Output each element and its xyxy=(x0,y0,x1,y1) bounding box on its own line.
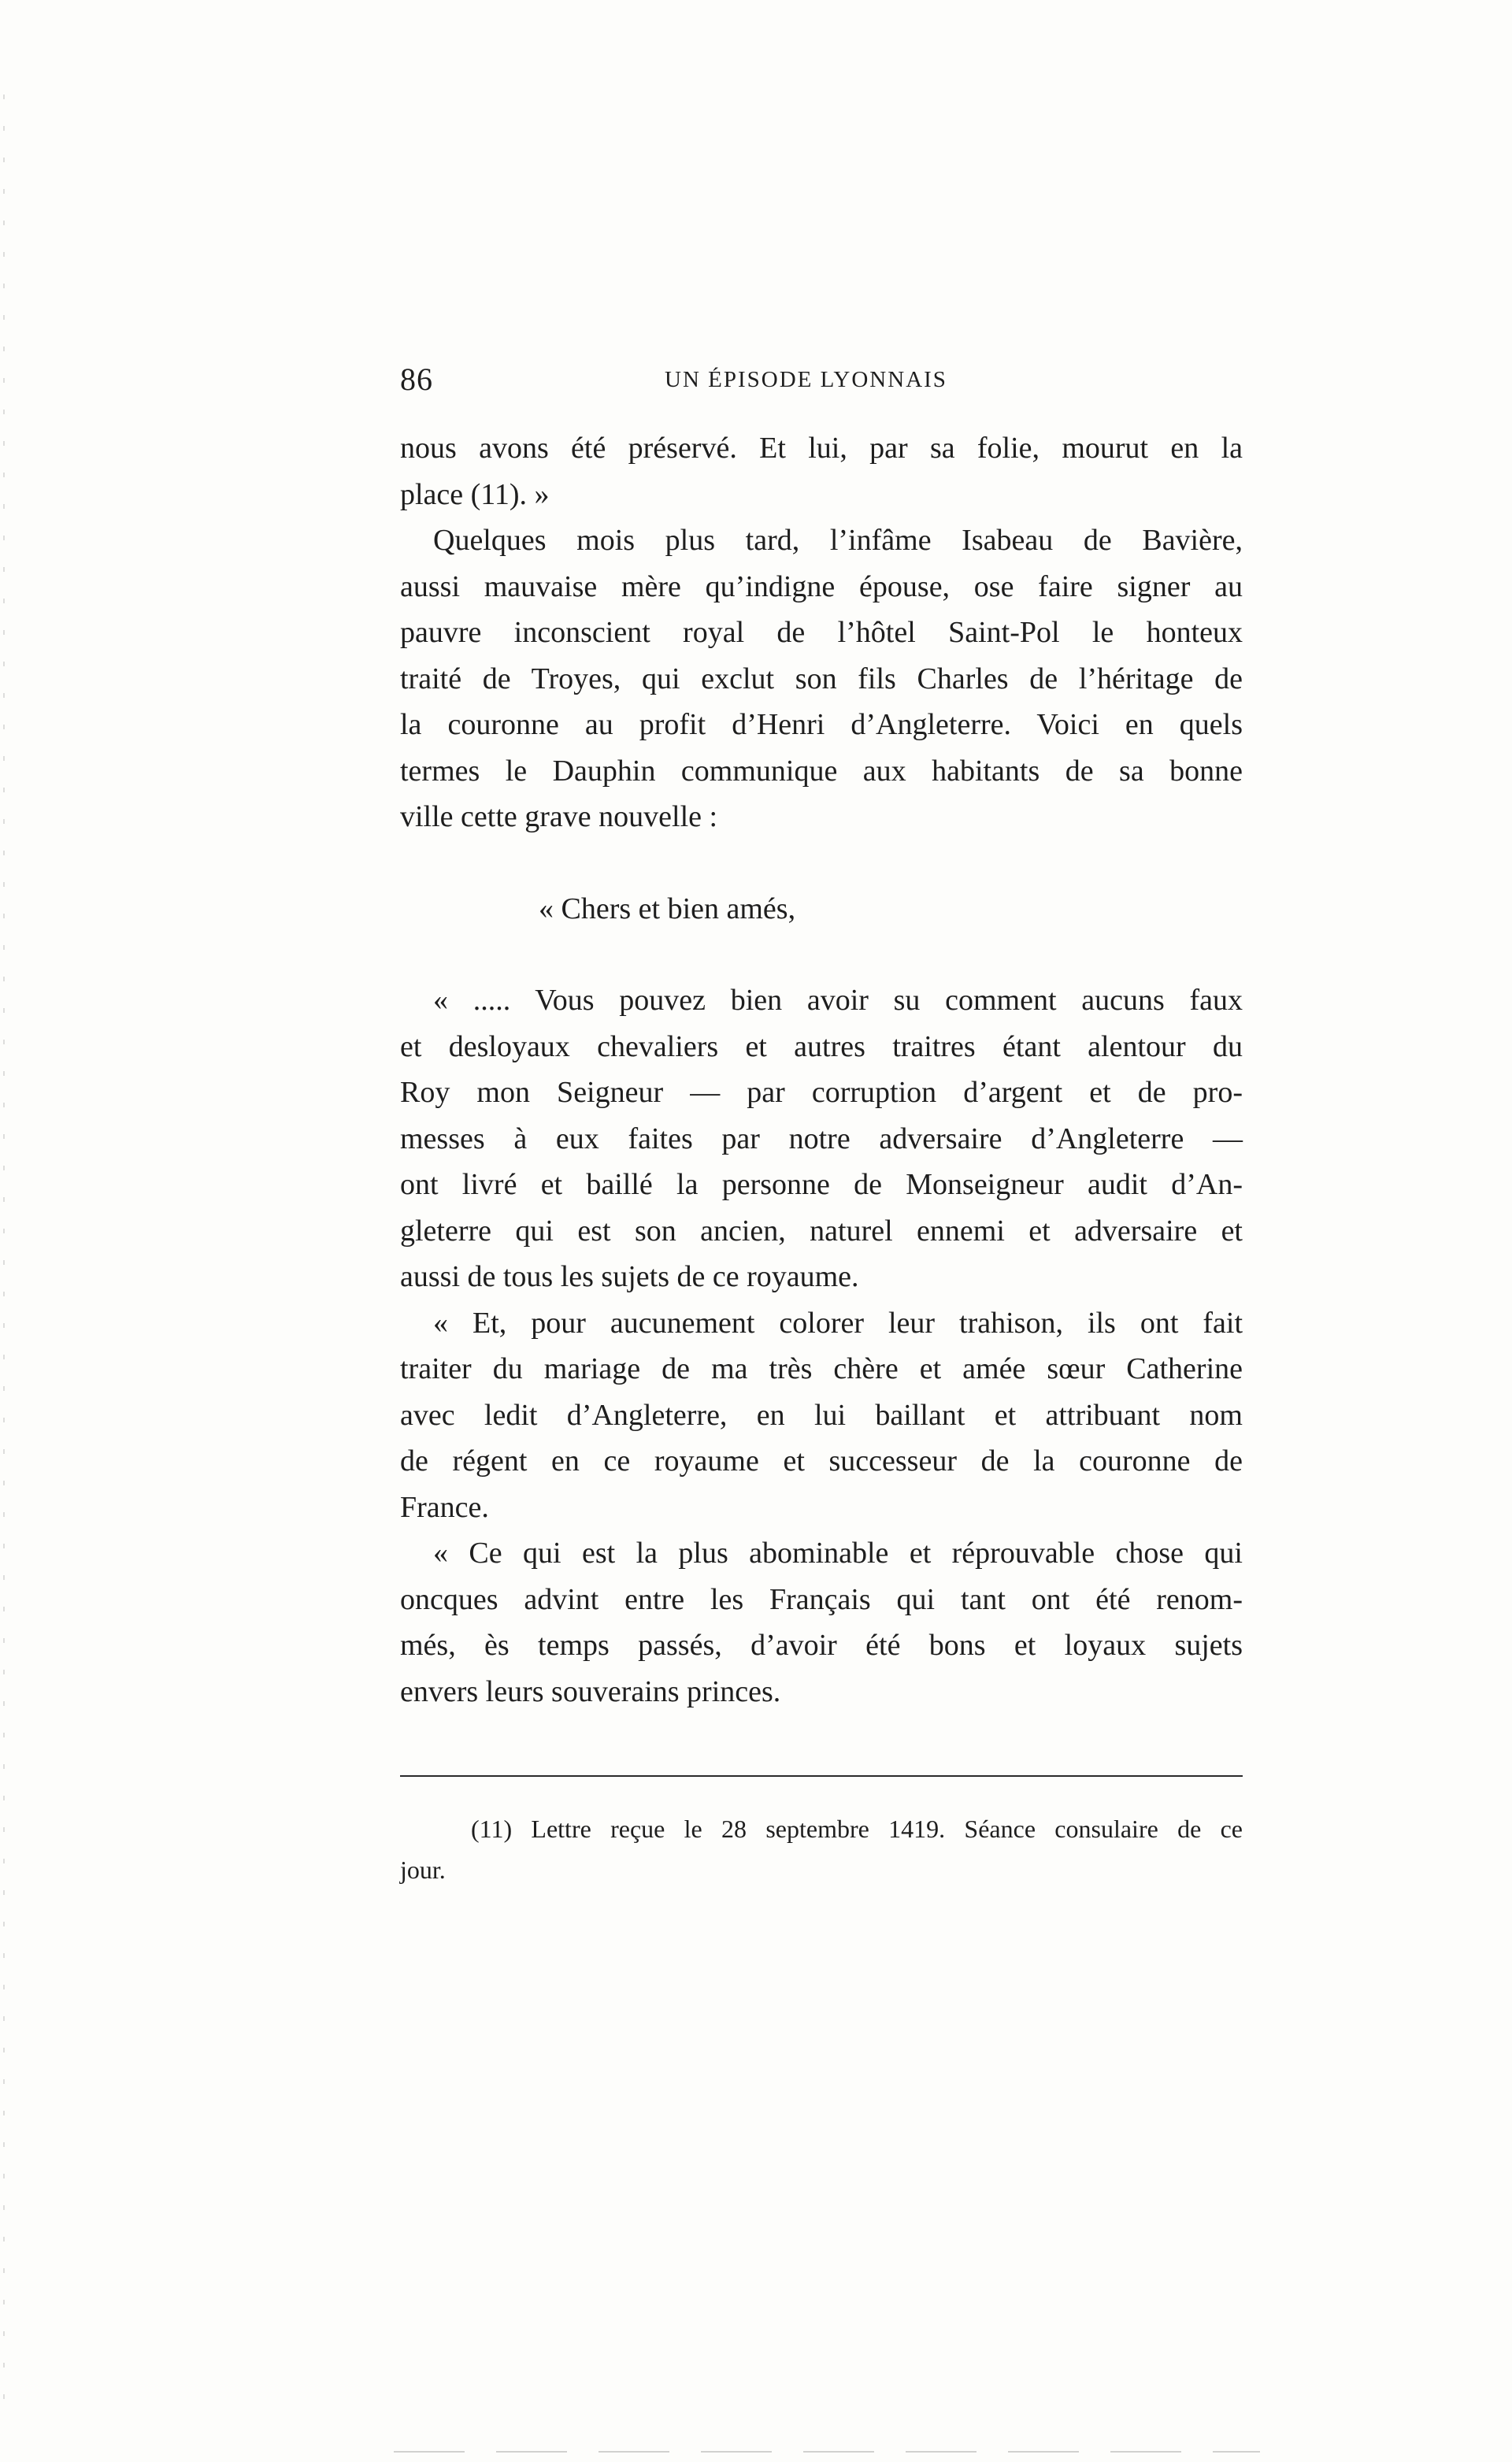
scan-edge-artifact xyxy=(3,95,5,2418)
letter-line: més, ès temps passés, d’avoir été bons et loyaux sujets xyxy=(400,1629,1243,1662)
text-line: Quelques mois plus tard, l’infâme Isabeau de Bavière, xyxy=(433,524,1243,557)
letter-line: ont livré et baillé la personne de Monseigneur audit d’An- xyxy=(400,1168,1243,1201)
text-line: pauvre inconscient royal de l’hôtel Saint-Pol le honteux xyxy=(400,616,1243,649)
letter-line: aussi de tous les sujets de ce royaume. xyxy=(400,1260,859,1293)
footnote-line: (11) Lettre reçue le 28 septembre 1419. Séance consulaire de ce xyxy=(471,1815,1243,1843)
letter-line: envers leurs souverains princes. xyxy=(400,1674,781,1708)
text-line: traité de Troyes, qui exclut son fils Charles de l’héritage de xyxy=(400,662,1243,695)
running-title: UN ÉPISODE LYONNAIS xyxy=(665,367,947,392)
text-line: aussi mauvaise mère qu’indigne épouse, ose faire signer au xyxy=(400,569,1243,603)
letter-line: oncques advint entre les Français qui tant ont été renom- xyxy=(400,1582,1243,1616)
page-header xyxy=(400,361,1243,400)
letter-salutation: « Chers et bien amés, xyxy=(539,892,796,925)
letter-line: « ..... Vous pouvez bien avoir su comment aucuns faux xyxy=(433,984,1243,1017)
footnote-divider xyxy=(400,1775,1243,1777)
text-line: termes le Dauphin communique aux habitants de sa bonne xyxy=(400,754,1243,788)
letter-line: France. xyxy=(400,1490,489,1524)
letter-line: et desloyaux chevaliers et autres traitres étant alentour du xyxy=(400,1029,1243,1063)
spacer xyxy=(400,840,1243,886)
letter-line: avec ledit d’Angleterre, en lui baillant et attribuant nom xyxy=(400,1398,1243,1432)
text-line: ville cette grave nouvelle : xyxy=(400,800,718,833)
footnote xyxy=(400,1808,1243,1890)
scan-bottom-artifact xyxy=(394,2451,1260,2453)
text-line: place (11). » xyxy=(400,477,550,511)
letter-line: traiter du mariage de ma très chère et amée sœur Catherine xyxy=(400,1352,1243,1385)
page-number: 86 xyxy=(400,362,433,397)
text-line: la couronne au profit d’Henri d’Angleterre. Voici en quels xyxy=(400,708,1243,741)
text-line: nous avons été préservé. Et lui, par sa folie, mourut en la xyxy=(400,432,1243,465)
letter-line: messes à eux faites par notre adversaire d’Angleterre — xyxy=(400,1122,1243,1155)
letter-line: gleterre qui est son ancien, naturel ennemi et adversaire et xyxy=(400,1214,1243,1248)
letter-line: Roy mon Seigneur — par corruption d’argent et de pro- xyxy=(400,1076,1243,1109)
footnote-line: jour. xyxy=(400,1856,446,1884)
spacer xyxy=(400,932,1243,977)
body-text xyxy=(400,425,1243,1715)
letter-line: « Et, pour aucunement colorer leur trahison, ils ont fait xyxy=(433,1306,1243,1340)
letter-line: de régent en ce royaume et successeur de la couronne de xyxy=(400,1444,1243,1478)
letter-line: « Ce qui est la plus abominable et réprouvable chose qui xyxy=(433,1537,1243,1570)
